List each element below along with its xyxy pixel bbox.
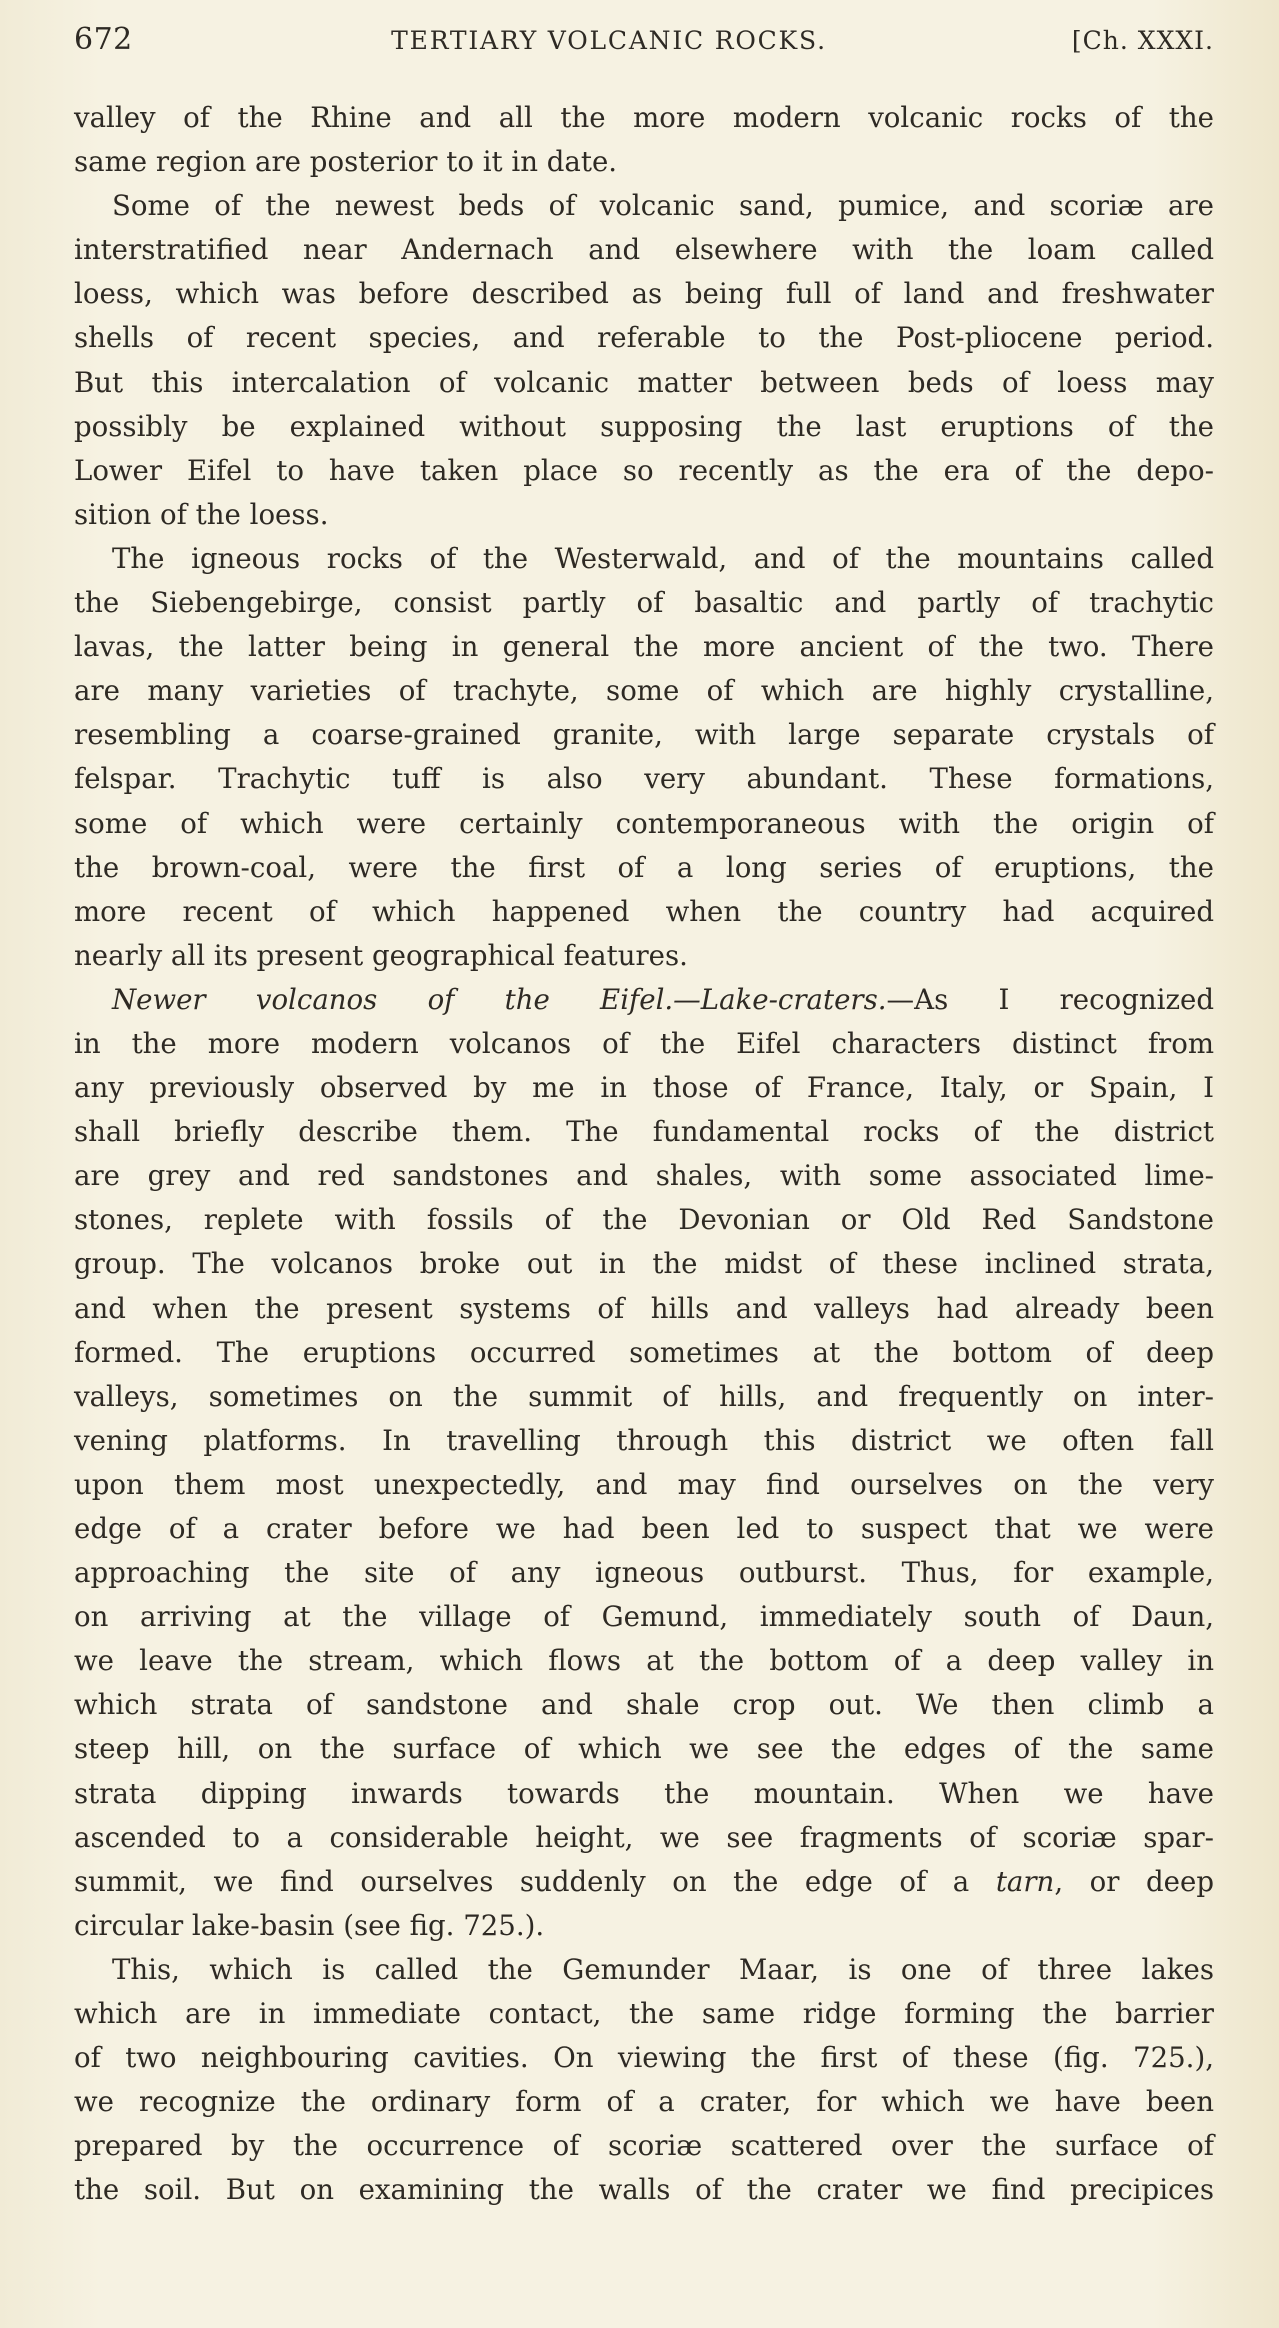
text-fragment: summit, we find ourselves suddenly on the edge of a	[74, 1864, 996, 1898]
text-line: valleys, sometimes on the summit of hills, and frequently on inter-	[74, 1379, 1214, 1413]
text-line: strata dipping inwards towards the mountain. When we have	[74, 1776, 1214, 1810]
text-line: vening platforms. In travelling through this district we often fall	[74, 1423, 1214, 1457]
text-line: shall briefly describe them. The fundamental rocks of the district	[74, 1115, 1214, 1149]
text-line: lavas, the latter being in general the more ancient of the two. There	[74, 630, 1214, 664]
section-heading-italic: Newer volcanos of the Eifel.—Lake-craters.	[112, 982, 887, 1016]
heading-continuation: —As I recognized	[886, 982, 1214, 1016]
text-line: upon them most unexpectedly, and may find ourselves on the very	[74, 1467, 1214, 1501]
text-line: some of which were certainly contemporaneous with the origin of	[74, 806, 1214, 840]
text-line: edge of a crater before we had been led to suspect that we were	[74, 1512, 1214, 1545]
text-line: more recent of which happened when the country had acquired	[74, 894, 1214, 928]
text-line: resembling a coarse-grained granite, with large separate crystals of	[74, 718, 1214, 752]
text-line: But this intercalation of volcanic matter between beds of loess may	[74, 365, 1214, 399]
running-title: TERTIARY VOLCANIC ROCKS.	[391, 26, 827, 55]
running-head	[74, 22, 1214, 66]
text-line: The igneous rocks of the Westerwald, and of the mountains called	[112, 541, 1214, 575]
text-line: are grey and red sandstones and shales, with some associated lime-	[74, 1159, 1214, 1193]
paragraph-westerwald	[74, 537, 1214, 978]
text-line: nearly all its present geographical features.	[74, 938, 688, 972]
text-line: which are in immediate contact, the same ridge forming the barrier	[74, 1997, 1214, 2031]
text-line: on arriving at the village of Gemund, immediately south of Daun,	[74, 1600, 1214, 1634]
text-line: steep hill, on the surface of which we see the edges of the same	[74, 1732, 1214, 1766]
text-line: Some of the newest beds of volcanic sand, pumice, and scoriæ are	[112, 189, 1214, 223]
paragraph-eifel-volcanos	[74, 978, 1214, 1948]
text-line: the brown-coal, were the first of a long series of eruptions, the	[74, 850, 1214, 884]
text-line: and when the present systems of hills and valleys had already been	[74, 1291, 1214, 1325]
paragraph-newest-beds	[74, 184, 1214, 537]
text-line: are many varieties of trachyte, some of which are highly crystalline,	[74, 674, 1214, 708]
text-line: valley of the Rhine and all the more modern volcanic rocks of the	[74, 101, 1214, 134]
text-line: which strata of sandstone and shale crop out. We then climb a	[74, 1688, 1214, 1722]
text-line: we leave the stream, which flows at the bottom of a deep valley in	[74, 1644, 1214, 1678]
text-line: stones, replete with fossils of the Devonian or Old Red Sandstone	[74, 1203, 1214, 1237]
text-line: Lower Eifel to have taken place so recently as the era of the depo-	[74, 453, 1214, 487]
text-line: circular lake-basin (see fig. 725.).	[74, 1908, 545, 1942]
book-page	[74, 22, 1214, 2213]
text-line: of two neighbouring cavities. On viewing the first of these (fig. 725.),	[74, 2041, 1214, 2075]
text-line: prepared by the occurrence of scoriæ scattered over the surface of	[74, 2129, 1214, 2163]
text-line: sition of the loess.	[74, 497, 329, 531]
text-line	[74, 978, 1214, 1022]
text-line: we recognize the ordinary form of a crater, for which we have been	[74, 2085, 1214, 2119]
text-line: ascended to a considerable height, we see fragments of scoriæ spar-	[74, 1820, 1214, 1854]
text-line: the soil. But on examining the walls of the crater we find precipices	[74, 2173, 1214, 2207]
page-number: 672	[74, 22, 133, 57]
text-line: any previously observed by me in those of France, Italy, or Spain, I	[74, 1071, 1214, 1105]
text-line: felspar. Trachytic tuff is also very abundant. These formations,	[74, 762, 1214, 796]
text-line: same region are posterior to it in date.	[74, 145, 618, 179]
text-fragment: , or deep	[1054, 1864, 1214, 1898]
paragraph-gemunder-maar	[74, 1948, 1214, 2213]
chapter-label: [Ch. XXXI.	[1071, 26, 1214, 55]
text-line	[74, 1860, 1214, 1904]
text-line: group. The volcanos broke out in the midst of these inclined strata,	[74, 1247, 1214, 1281]
body-text	[74, 96, 1214, 2213]
text-line: in the more modern volcanos of the Eifel characters distinct from	[74, 1026, 1214, 1060]
text-line: interstratified near Andernach and elsewhere with the loam called	[74, 233, 1214, 267]
text-line: shells of recent species, and referable to the Post-pliocene period.	[74, 321, 1214, 355]
text-line: formed. The eruptions occurred sometimes at the bottom of deep	[74, 1335, 1214, 1369]
paragraph-continuation	[74, 96, 1214, 184]
text-line: approaching the site of any igneous outburst. Thus, for example,	[74, 1556, 1214, 1590]
text-line: This, which is called the Gemunder Maar, is one of three lakes	[112, 1952, 1214, 1986]
text-line: loess, which was before described as being full of land and freshwater	[74, 277, 1214, 311]
italic-term-tarn: tarn	[995, 1864, 1055, 1898]
text-line: the Siebengebirge, consist partly of basaltic and partly of trachytic	[74, 586, 1214, 620]
text-line: possibly be explained without supposing the last eruptions of the	[74, 409, 1214, 443]
